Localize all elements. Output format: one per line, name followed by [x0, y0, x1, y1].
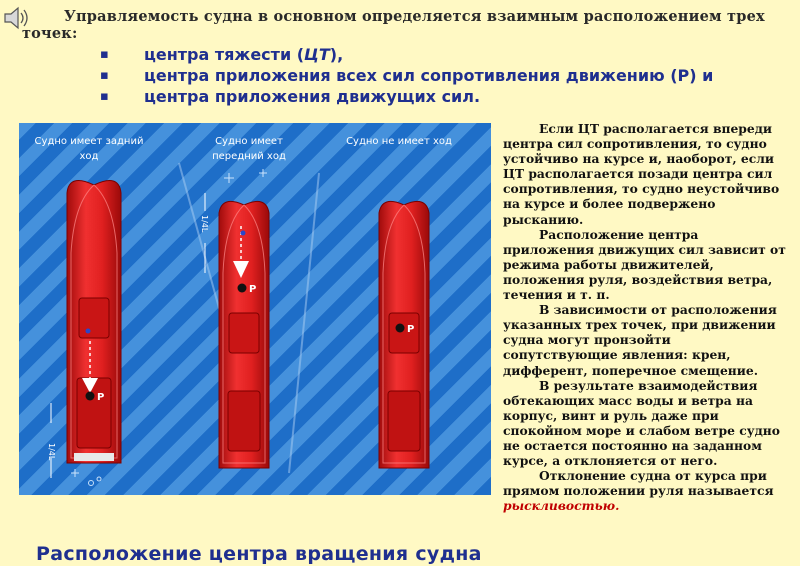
paragraph: Расположение центра приложения движущих сил зависит от режима работы движителей, положения руля, воздействия ветра, течения и т. п. — [503, 226, 786, 303]
ship-stopped — [379, 201, 429, 468]
ships-drawing — [19, 123, 491, 495]
quarter-marker-2: 1/4L — [200, 215, 209, 233]
highlighted-term: рыскливостью. — [503, 498, 620, 514]
ship-label-ahead: Судно имеет передний ход — [212, 136, 286, 162]
quarter-marker-1: 1/4L — [47, 443, 56, 461]
bullet-icon: ▪ — [100, 68, 109, 83]
bullet-item: ▪ центра приложения всех сил сопротивления движению (Р) и — [100, 66, 714, 85]
bullet-item: ▪ центра приложения движущих сил. — [100, 87, 481, 106]
ship-label-stopped: Судно не имеет ход — [346, 136, 452, 147]
paragraph: Отклонение судна от курса при прямом положении руля называется рыскливостью. — [503, 468, 774, 514]
intro-text — [22, 8, 792, 42]
paragraph: В зависимости от расположения указанных трех точек, при движении судна могут пронзойти сопутствующие явления: крен, дифферент, поперечное смещение. — [503, 302, 777, 378]
ship-illustration — [19, 123, 491, 495]
p-marker-3: P — [407, 324, 415, 335]
explanation-text — [503, 121, 789, 513]
bullet-icon: ▪ — [100, 89, 109, 104]
intro-line-2: точек: — [22, 25, 78, 42]
bullet-item: ▪ центра тяжести (ЦТ), — [100, 45, 344, 64]
p-marker-1: P — [97, 392, 105, 403]
ship-label-astern: Судно имеет задний ход — [34, 136, 144, 162]
bullet-icon: ▪ — [100, 47, 109, 62]
figure-caption: Расположение центра вращения судна — [36, 543, 482, 565]
intro-line-1: Управляемость судна в основном определяется взаимным расположением трех — [64, 8, 765, 25]
bullet-list — [100, 44, 713, 107]
paragraph: Если ЦТ располагается впереди центра сил сопротивления, то судно устойчиво на курсе и, наоборот, если ЦТ располагается позади центра сил сопротивления, то судно неустойчиво на курсе и более подвержено рысканию. — [503, 121, 780, 227]
paragraph: В результате взаимодействия обтекающих масс воды и ветра на корпус, винт и руль даже при спокойном море и слабом ветре судно не остается постоянно на заданном курсе, а отклоняется от него. — [503, 377, 780, 469]
ship-astern — [67, 181, 121, 464]
p-marker-2: P — [249, 284, 257, 295]
ship-ahead — [219, 201, 269, 468]
